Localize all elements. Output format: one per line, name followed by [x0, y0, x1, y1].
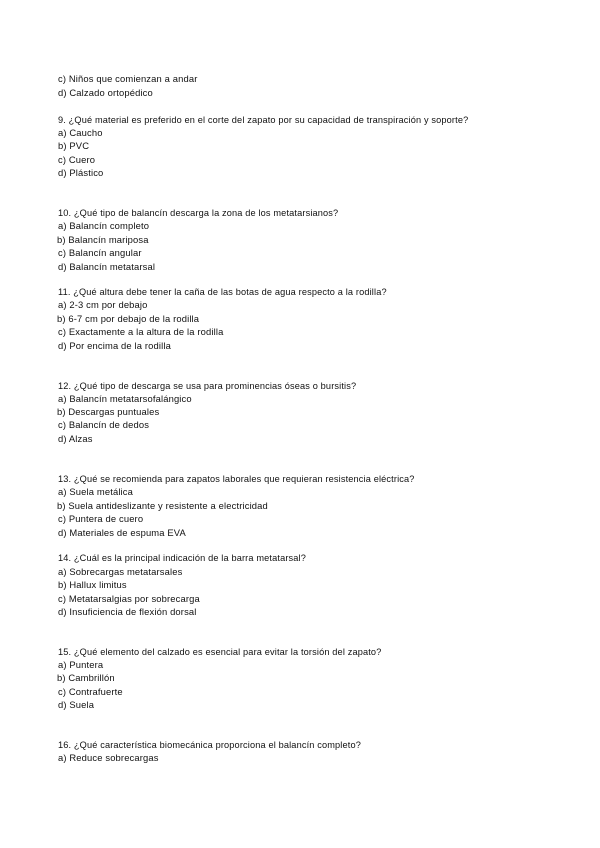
option-c: c) Exactamente a la altura de la rodilla: [58, 326, 224, 337]
question-13: 13. ¿Qué se recomienda para zapatos laborales que requieran resistencia eléctrica?: [58, 474, 415, 484]
option-d: d) Balancín metatarsal: [58, 261, 156, 272]
option-a: a) 2-3 cm por debajo: [58, 299, 148, 310]
option-c: c) Puntera de cuero: [58, 513, 144, 524]
option-c: c) Balancín angular: [58, 247, 142, 258]
option-d: d) Calzado ortopédico: [58, 87, 153, 98]
option-a: a) Reduce sobrecargas: [58, 752, 159, 763]
question-12: 12. ¿Qué tipo de descarga se usa para prominencias óseas o bursitis?: [58, 381, 357, 391]
option-a: a) Puntera: [58, 659, 104, 670]
option-c: c) Metatarsalgias por sobrecarga: [58, 593, 200, 604]
option-a: a) Caucho: [58, 127, 103, 138]
option-b: b) Hallux limitus: [58, 579, 127, 590]
question-14: 14. ¿Cuál es la principal indicación de la barra metatarsal?: [58, 553, 307, 563]
option-a: a) Balancín completo: [58, 220, 150, 231]
option-c: c) Niños que comienzan a andar: [58, 73, 198, 84]
option-b: b) Balancín mariposa: [57, 234, 149, 245]
option-a: a) Sobrecargas metatarsales: [58, 566, 183, 577]
option-b: b) Cambrillón: [57, 672, 115, 683]
option-c: c) Contrafuerte: [58, 686, 123, 697]
option-a: a) Suela metálica: [58, 486, 133, 497]
option-b: b) 6-7 cm por debajo de la rodilla: [57, 313, 200, 324]
question-15: 15. ¿Qué elemento del calzado es esencial para evitar la torsión del zapato?: [58, 647, 382, 657]
option-a: a) Balancín metatarsofalángico: [58, 393, 192, 404]
option-d: d) Plástico: [58, 167, 104, 178]
question-16: 16. ¿Qué característica biomecánica proporciona el balancín completo?: [58, 740, 361, 750]
option-d: d) Por encima de la rodilla: [58, 340, 171, 351]
question-9: 9. ¿Qué material es preferido en el corte del zapato por su capacidad de transpiración y soporte?: [58, 115, 469, 125]
question-11: 11. ¿Qué altura debe tener la caña de las botas de agua respecto a la rodilla?: [58, 287, 387, 297]
option-d: d) Materiales de espuma EVA: [58, 527, 186, 538]
option-b: b) PVC: [58, 140, 90, 151]
option-d: d) Suela: [58, 699, 95, 710]
option-b: b) Suela antideslizante y resistente a electricidad: [57, 500, 268, 511]
option-c: c) Cuero: [58, 154, 96, 165]
option-d: d) Insuficiencia de flexión dorsal: [58, 606, 197, 617]
option-d: d) Alzas: [58, 433, 93, 444]
question-10: 10. ¿Qué tipo de balancín descarga la zona de los metatarsianos?: [58, 208, 339, 218]
option-c: c) Balancín de dedos: [58, 419, 150, 430]
option-b: b) Descargas puntuales: [57, 406, 160, 417]
